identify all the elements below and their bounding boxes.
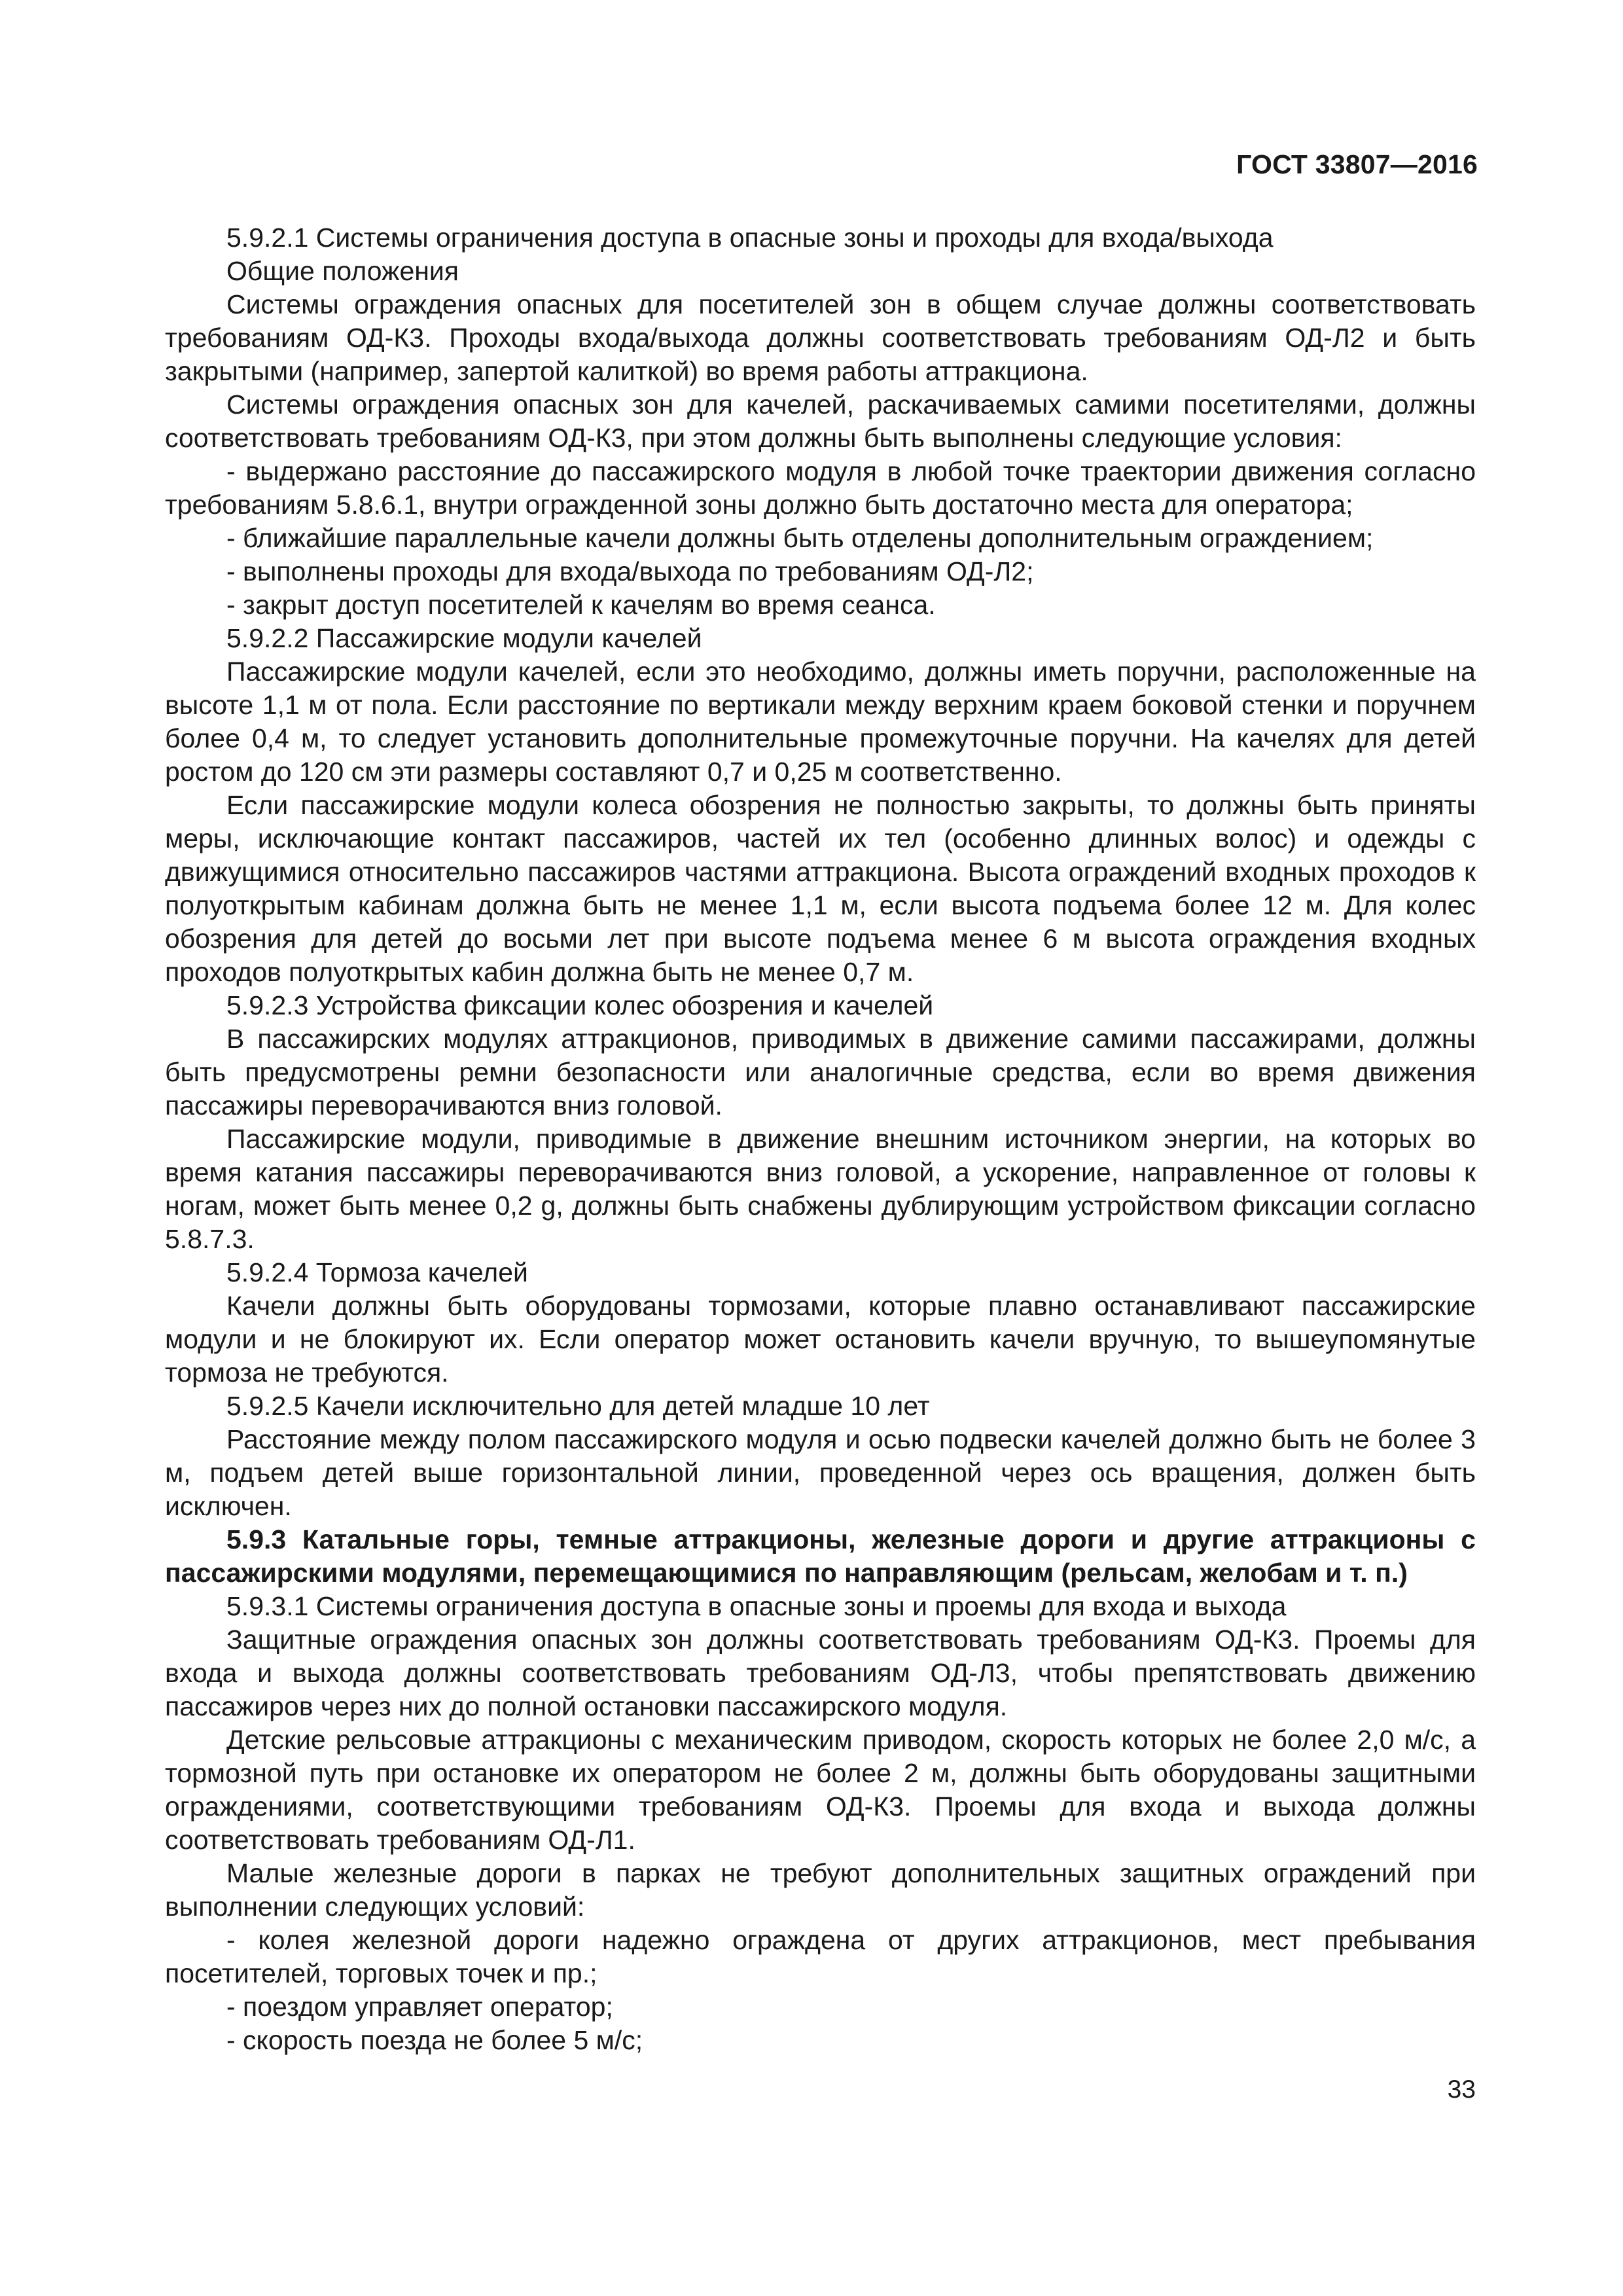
clause-heading: 5.9.2.4 Тормоза качелей bbox=[226, 1257, 528, 1287]
body-paragraph: В пассажирских модулях аттракционов, приводимых в движение самими пассажирами, должны быть предусмотрены ремни безопасности или аналогичные средства, если во время движения пассажиры переворачиваются вниз головой. bbox=[165, 1024, 1476, 1121]
body-paragraph: Системы ограждения опасных зон для качелей, раскачиваемых самими посетителями, должны соответствовать требованиям ОД-К3, при этом должны быть выполнены следующие условия: bbox=[165, 389, 1476, 453]
body-paragraph: Расстояние между полом пассажирского модуля и осью подвески качелей должно быть не более 3 м, подъем детей выше горизонтальной линии, проведенной через ось вращения, должен быть исключен. bbox=[165, 1424, 1476, 1521]
clause-heading: 5.9.2.1 Системы ограничения доступа в опасные зоны и проходы для входа/выхода bbox=[226, 223, 1274, 253]
body-paragraph: Защитные ограждения опасных зон должны соответствовать требованиям ОД-К3. Проемы для входа и выхода должны соответствовать требованиям ОД-Л3, чтобы препятствовать движению пассажиров через них до полной остановки пассажирского модуля. bbox=[165, 1624, 1476, 1721]
list-item: - выполнены проходы для входа/выхода по требованиям ОД-Л2; bbox=[226, 556, 1034, 586]
subheading: Общие положения bbox=[226, 256, 459, 286]
document-header: ГОСТ 33807—2016 bbox=[1236, 149, 1478, 179]
list-item: - ближайшие параллельные качели должны быть отделены дополнительным ограждением; bbox=[226, 523, 1374, 553]
section-heading: 5.9.3 Катальные горы, темные аттракционы, железные дороги и другие аттракционы с пассажирскими модулями, перемещающимися по направляющим (рельсам, желобам и т. п.) bbox=[165, 1524, 1476, 1588]
body-paragraph: Пассажирские модули качелей, если это необходимо, должны иметь поручни, расположенные на высоте 1,1 м от пола. Если расстояние по вертикали между верхним краем боковой стенки и поручнем более 0,4 м, то следует установить дополнительные промежуточные поручни. На качелях для детей ростом до 120 см эти размеры составляют 0,7 и 0,25 м соответственно. bbox=[165, 656, 1476, 787]
list-item: - колея железной дороги надежно ограждена от других аттракционов, мест пребывания посетителей, торговых точек и пр.; bbox=[165, 1925, 1476, 1988]
body-paragraph: Пассажирские модули, приводимые в движение внешним источником энергии, на которых во время катания пассажиры переворачиваются вниз головой, а ускорение, направленное от головы к ногам, может быть менее 0,2 g, должны быть снабжены дублирующим устройством фиксации согласно 5.8.7.3. bbox=[165, 1124, 1476, 1254]
clause-heading: 5.9.2.2 Пассажирские модули качелей bbox=[226, 623, 702, 653]
page-number: 33 bbox=[1447, 2075, 1476, 2104]
body-paragraph: Детские рельсовые аттракционы с механическим приводом, скорость которых не более 2,0 м/с, а тормозной путь при остановке их оператором не более 2 м, должны быть оборудованы защитными ограждениями, соответствующими требованиям ОД-К3. Проемы для входа и выхода должны соответствовать требованиям ОД-Л1. bbox=[165, 1725, 1476, 1855]
body-paragraph: Системы ограждения опасных для посетителей зон в общем случае должны соответствовать требованиям ОД-К3. Проходы входа/выхода должны соответствовать требованиям ОД-Л2 и быть закрытыми (например, запертой калиткой) во время работы аттракциона. bbox=[165, 289, 1476, 386]
list-item: - скорость поезда не более 5 м/с; bbox=[226, 2025, 643, 2055]
body-paragraph: Если пассажирские модули колеса обозрения не полностью закрыты, то должны быть приняты меры, исключающие контакт пассажиров, частей их тел (особенно длинных волос) и одежды с движущимися относительно пассажиров частями аттракциона. Высота ограждений входных проходов к полуоткрытым кабинам должна быть не менее 1,1 м, если высота подъема более 12 м. Для колес обозрения для детей до восьми лет при высоте подъема менее 6 м высота ограждения входных проходов полуоткрытых кабин должна быть не менее 0,7 м. bbox=[165, 790, 1476, 987]
list-item: - закрыт доступ посетителей к качелям во время сеанса. bbox=[226, 590, 936, 620]
clause-heading: 5.9.2.5 Качели исключительно для детей младше 10 лет bbox=[226, 1391, 930, 1421]
clause-heading: 5.9.3.1 Системы ограничения доступа в опасные зоны и проемы для входа и выхода bbox=[226, 1591, 1287, 1621]
body-paragraph: Качели должны быть оборудованы тормозами, которые плавно останавливают пассажирские модули и не блокируют их. Если оператор может остановить качели вручную, то вышеупомянутые тормоза не требуются. bbox=[165, 1291, 1476, 1388]
list-item: - выдержано расстояние до пассажирского модуля в любой точке траектории движения согласно требованиям 5.8.6.1, внутри огражденной зоны должно быть достаточно места для оператора; bbox=[165, 456, 1476, 520]
clause-heading: 5.9.2.3 Устройства фиксации колес обозрения и качелей bbox=[226, 990, 934, 1020]
document-body bbox=[165, 221, 1476, 2057]
list-item: - поездом управляет оператор; bbox=[226, 1992, 613, 2022]
body-paragraph: Малые железные дороги в парках не требуют дополнительных защитных ограждений при выполнении следующих условий: bbox=[165, 1858, 1476, 1922]
